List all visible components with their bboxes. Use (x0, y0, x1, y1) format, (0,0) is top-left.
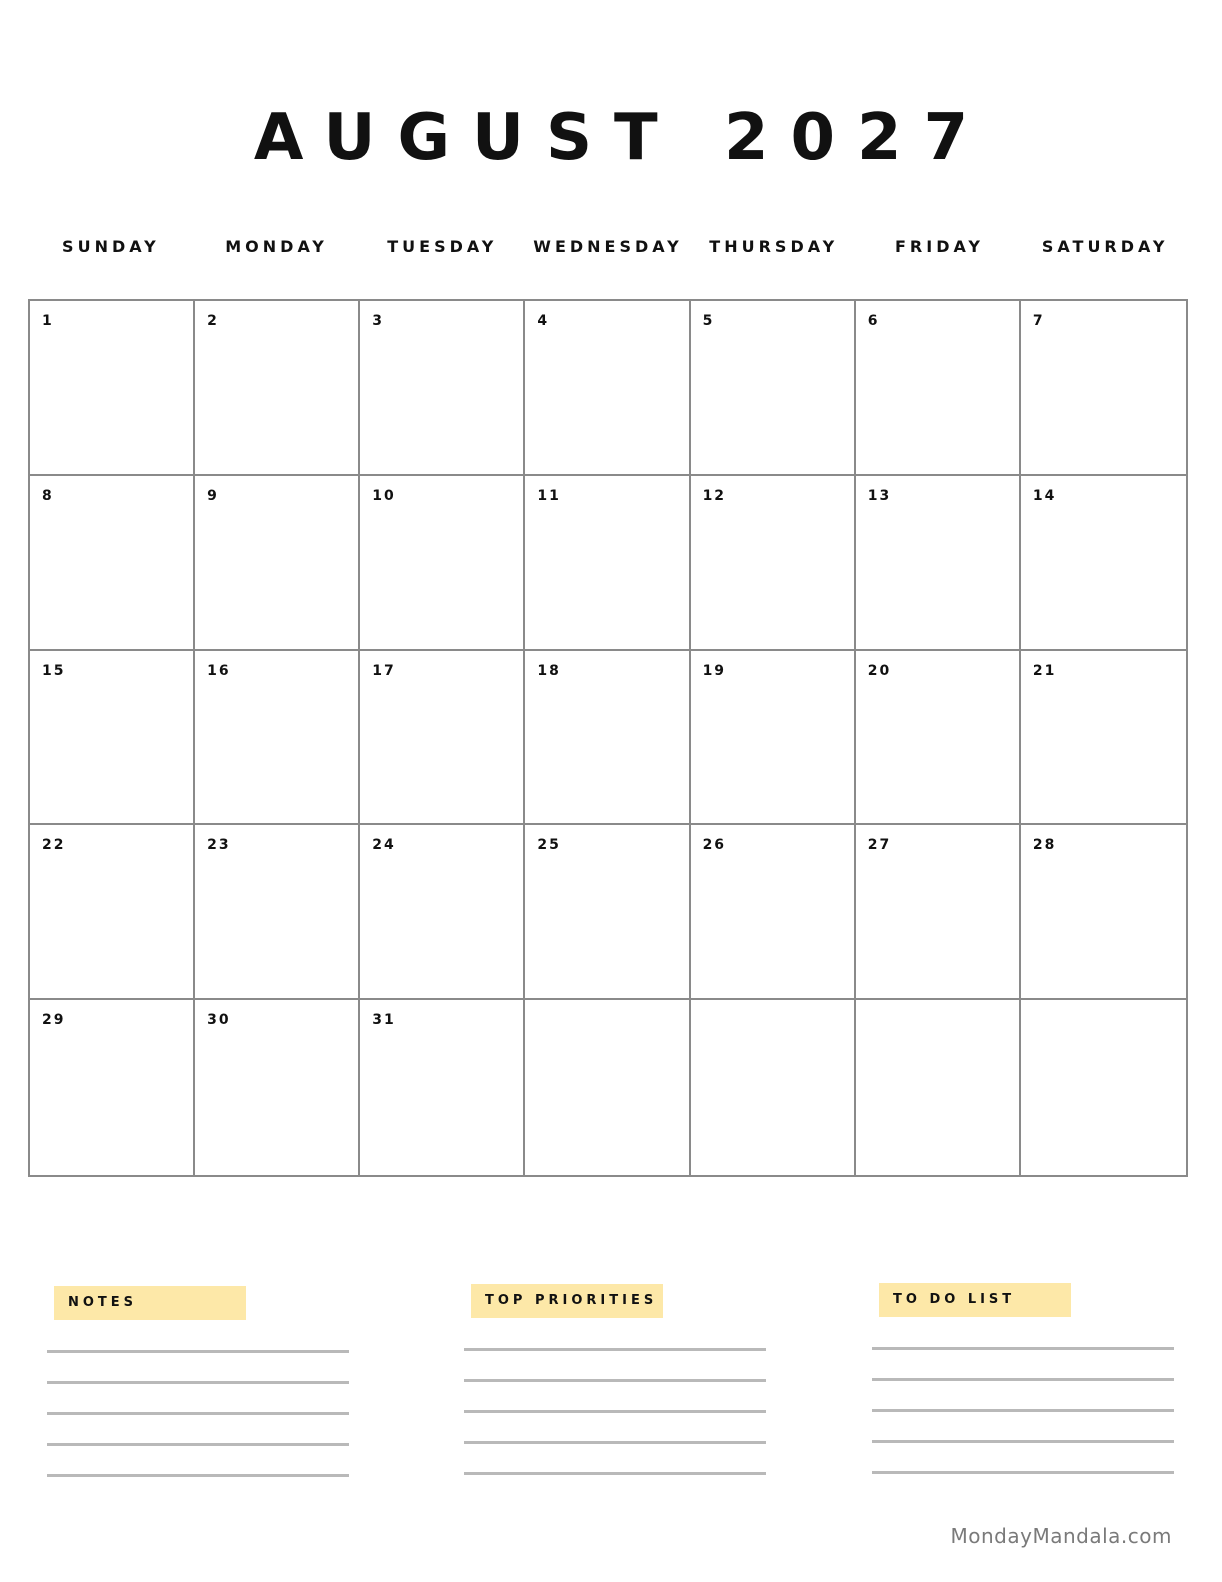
day-cell (195, 301, 360, 476)
day-cell (30, 825, 195, 1000)
top-priorities-label: TOP PRIORITIES (471, 1284, 663, 1318)
day-cell (525, 301, 690, 476)
weekday-wednesday: WEDNESDAY (533, 237, 683, 256)
day-cell (1021, 476, 1186, 651)
day-number: 2 (207, 313, 219, 329)
day-cell (856, 476, 1021, 651)
day-number: 14 (1032, 487, 1057, 504)
weekday-thursday: THURSDAY (709, 237, 839, 256)
day-number: 19 (702, 662, 727, 679)
day-cell (360, 825, 525, 1000)
day-cell (195, 825, 360, 1000)
day-number: 8 (42, 487, 54, 504)
writing-line (872, 1347, 1174, 1350)
brand-watermark: MondayMandala.com (950, 1524, 1172, 1548)
weekday-friday: FRIDAY (894, 237, 984, 256)
day-number: 31 (372, 1012, 396, 1029)
day-number: 9 (207, 487, 219, 504)
day-cell (30, 651, 195, 826)
weekday-header-row (28, 236, 1188, 258)
day-cell (1021, 825, 1186, 1000)
notes-lines (47, 1350, 349, 1477)
day-cell (360, 476, 525, 651)
day-number: 15 (42, 662, 66, 679)
day-cell (856, 301, 1021, 476)
day-number: 17 (372, 662, 396, 679)
day-number: 12 (702, 487, 727, 504)
weekday-saturday: SATURDAY (1041, 237, 1169, 256)
day-cell (30, 301, 195, 476)
writing-line (464, 1441, 766, 1444)
day-cell (856, 651, 1021, 826)
day-cell (856, 825, 1021, 1000)
writing-line (47, 1474, 349, 1477)
day-number: 21 (1032, 662, 1057, 679)
day-number: 7 (1032, 313, 1045, 329)
day-cell (1021, 1000, 1186, 1175)
day-cell (195, 651, 360, 826)
day-cell (360, 651, 525, 826)
day-number: 29 (42, 1012, 66, 1029)
day-number: 18 (537, 662, 561, 679)
day-number: 10 (372, 487, 396, 504)
writing-line (47, 1443, 349, 1446)
day-cell (30, 476, 195, 651)
day-number: 26 (702, 837, 727, 854)
day-cell (691, 651, 856, 826)
writing-line (872, 1409, 1174, 1412)
day-cell (691, 301, 856, 476)
writing-line (47, 1350, 349, 1353)
top-priorities-section (464, 1284, 766, 1503)
day-number: 25 (537, 837, 561, 854)
to-do-list-lines (872, 1347, 1174, 1474)
weekday-sunday: SUNDAY (62, 237, 160, 256)
to-do-list-label: TO DO LIST (879, 1283, 1071, 1317)
writing-line (464, 1410, 766, 1413)
writing-line (47, 1412, 349, 1415)
calendar-title: AUGUST 2027 (253, 101, 991, 175)
day-cell (525, 1000, 690, 1175)
day-number: 1 (42, 313, 54, 329)
day-cell (856, 1000, 1021, 1175)
day-cell (195, 1000, 360, 1175)
day-number: 13 (867, 487, 892, 504)
day-cell (691, 1000, 856, 1175)
top-priorities-lines (464, 1348, 766, 1475)
day-number: 6 (867, 313, 880, 329)
day-number: 4 (537, 313, 550, 329)
day-number: 22 (42, 837, 66, 854)
day-number: 3 (372, 313, 385, 329)
calendar-grid (28, 299, 1188, 1177)
day-cell (691, 825, 856, 1000)
notes-section (47, 1286, 349, 1505)
day-number: 16 (207, 662, 231, 679)
day-cell (360, 1000, 525, 1175)
day-number: 27 (867, 837, 892, 854)
writing-line (464, 1348, 766, 1351)
day-number: 20 (867, 662, 892, 679)
weekday-monday: MONDAY (225, 237, 328, 256)
writing-line (872, 1471, 1174, 1474)
day-cell (691, 476, 856, 651)
day-cell (1021, 301, 1186, 476)
to-do-list-section (872, 1283, 1174, 1502)
day-cell (1021, 651, 1186, 826)
writing-line (464, 1379, 766, 1382)
writing-line (872, 1440, 1174, 1443)
day-cell (195, 476, 360, 651)
writing-line (464, 1472, 766, 1475)
day-number: 11 (537, 487, 561, 504)
day-cell (525, 476, 690, 651)
writing-line (47, 1381, 349, 1384)
day-number: 24 (372, 837, 396, 854)
day-number: 5 (702, 313, 715, 329)
day-number: 28 (1032, 837, 1057, 854)
notes-label: NOTES (54, 1286, 246, 1320)
weekday-tuesday: TUESDAY (387, 237, 498, 256)
day-number: 23 (207, 837, 231, 854)
day-number: 30 (207, 1012, 231, 1029)
day-cell (360, 301, 525, 476)
day-cell (30, 1000, 195, 1175)
writing-line (872, 1378, 1174, 1381)
day-cell (525, 825, 690, 1000)
day-cell (525, 651, 690, 826)
